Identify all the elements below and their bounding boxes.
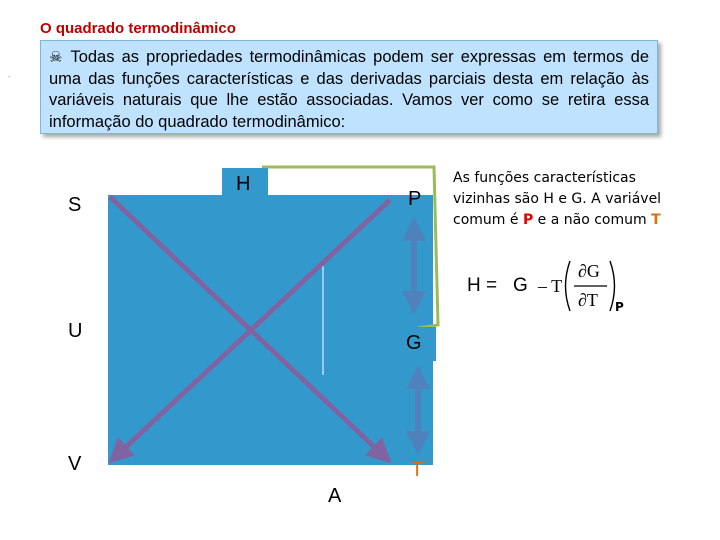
explanation-note	[453, 168, 663, 231]
label-t: T	[411, 459, 424, 481]
equation-lhs: H =	[467, 275, 498, 296]
square-background	[108, 195, 433, 465]
label-a: A	[328, 485, 342, 507]
label-g: G	[406, 332, 422, 354]
stray-dot: .	[8, 70, 11, 79]
common-variable: P	[522, 212, 534, 228]
note-part1: As funções características vizinhas são H e G. A variável comum é	[453, 170, 662, 228]
equation-minus-t: – T	[538, 276, 563, 296]
equation-g: G	[513, 275, 528, 296]
left-paren	[566, 261, 571, 311]
label-v: V	[68, 453, 82, 475]
equation-subscript: P	[615, 300, 624, 314]
slide-title: O quadrado termodinâmico	[40, 20, 236, 37]
label-u: U	[68, 320, 83, 342]
note-part2: e a não comum	[533, 212, 652, 228]
intro-text: Todas as propriedades termodinâmicas podem ser expressas em termos de uma das funções características e das derivadas parciais desta em relação às variáveis naturais que lhe estão associadas. Vamos ver como se retira essa informação do quadrado termodinâmico:	[49, 48, 649, 131]
label-s: S	[68, 194, 82, 216]
noncommon-variable: T	[651, 212, 661, 228]
label-h: H	[236, 173, 251, 195]
label-p: P	[408, 188, 422, 210]
equation-denominator: ∂T	[578, 290, 598, 310]
skull-icon: ☠	[49, 49, 63, 66]
right-paren	[610, 261, 615, 311]
equation-numerator: ∂G	[578, 261, 600, 281]
